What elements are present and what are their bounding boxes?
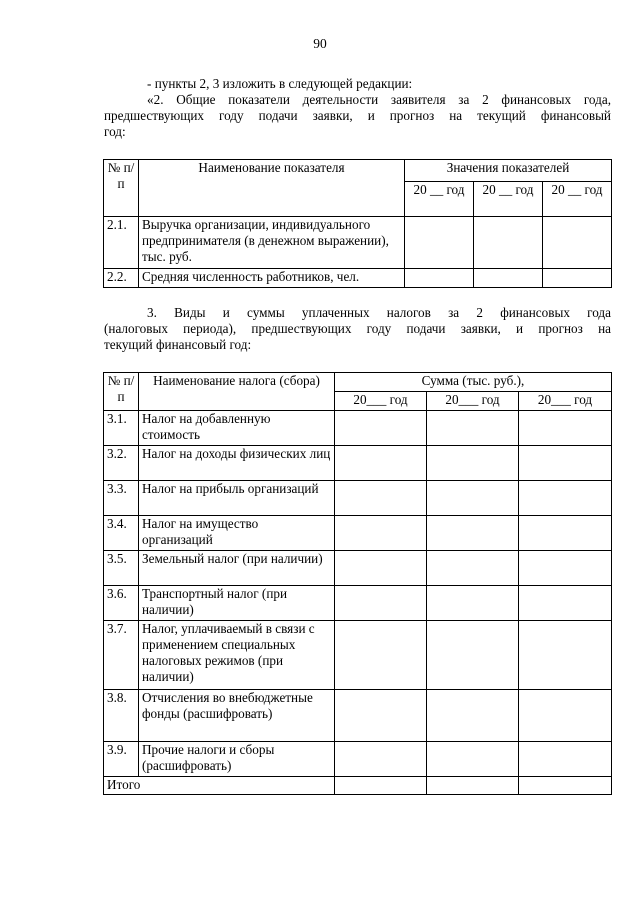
value-cell [335,621,427,690]
row-num: 3.1. [104,411,139,446]
row-num: 3.5. [104,551,139,586]
value-cell [427,446,519,481]
col-header-name: Наименование налога (сбора) [139,373,335,411]
intro-line: - пункты 2, 3 изложить в следующей редакции: [147,76,413,91]
row-name: Налог на прибыль организаций [139,481,335,516]
year-header: 20 __ год [474,182,543,217]
value-cell [335,777,427,795]
col-header-num: № п/п [104,160,139,217]
table-row [104,481,612,516]
row-num: 3.6. [104,586,139,621]
row-name: Прочие налоги и сборы (расшифровать) [139,742,335,777]
row-num: 3.2. [104,446,139,481]
value-cell [427,777,519,795]
value-cell [519,777,612,795]
table-row [104,690,612,742]
value-cell [519,551,612,586]
col-header-name: Наименование показателя [139,160,405,217]
row-name: Транспортный налог (при наличии) [139,586,335,621]
row-name: Средняя численность работников, чел. [139,269,405,288]
value-cell [519,690,612,742]
value-cell [427,551,519,586]
year-header: 20___ год [335,392,427,411]
value-cell [427,516,519,551]
table-row [104,516,612,551]
page-number: 90 [313,36,327,51]
value-cell [405,269,474,288]
value-cell [519,586,612,621]
value-cell [335,446,427,481]
value-cell [335,411,427,446]
value-cell [519,516,612,551]
table-row [104,269,612,288]
col-header-sum: Сумма (тыс. руб.), [335,373,612,392]
table-row [104,586,612,621]
row-num: 3.4. [104,516,139,551]
value-cell [519,742,612,777]
value-cell [405,217,474,269]
value-cell [519,411,612,446]
year-header: 20___ год [519,392,612,411]
value-cell [427,481,519,516]
indicators-table [103,159,612,288]
value-cell [335,481,427,516]
value-cell [474,217,543,269]
row-name: Выручка организации, индивидуального предпринимателя (в денежном выражении), тыс. руб. [139,217,405,269]
year-header: 20___ год [427,392,519,411]
col-header-values: Значения показателей [405,160,612,182]
section2-heading-line: «2. Общие показатели деятельности заявителя за 2 финансовых года, [147,92,611,107]
taxes-table [103,372,612,795]
table-row [104,446,612,481]
section3-heading-line: (налоговых периода), предшествующих году подачи заявки, и прогноз на [104,321,611,336]
table-row [104,621,612,690]
value-cell [474,269,543,288]
value-cell [335,690,427,742]
row-name: Налог на доходы физических лиц [139,446,335,481]
value-cell [519,446,612,481]
value-cell [335,586,427,621]
row-num: 3.9. [104,742,139,777]
row-num: 2.1. [104,217,139,269]
row-num: 3.3. [104,481,139,516]
table-row [104,742,612,777]
value-cell [427,621,519,690]
value-cell [543,269,612,288]
section2-heading-line: предшествующих году подачи заявки, и прогноз на текущий финансовый [104,108,611,123]
total-label: Итого [104,777,335,795]
value-cell [427,742,519,777]
row-num: 3.8. [104,690,139,742]
col-header-num: № п/п [104,373,139,411]
value-cell [427,411,519,446]
year-header: 20 __ год [543,182,612,217]
section2-heading-line: год: [104,124,126,139]
table-row [104,551,612,586]
value-cell [543,217,612,269]
value-cell [519,621,612,690]
section3-heading-line: 3. Виды и суммы уплаченных налогов за 2 финансовых года [147,305,611,320]
value-cell [427,690,519,742]
year-header: 20 __ год [405,182,474,217]
value-cell [335,742,427,777]
table-row [104,217,612,269]
row-name: Налог на добавленную стоимость [139,411,335,446]
row-name: Земельный налог (при наличии) [139,551,335,586]
value-cell [427,586,519,621]
value-cell [335,551,427,586]
value-cell [519,481,612,516]
table-row [104,411,612,446]
value-cell [335,516,427,551]
total-row [104,777,612,795]
section3-heading-line: текущий финансовый год: [104,337,252,352]
row-name: Налог на имущество организаций [139,516,335,551]
row-num: 2.2. [104,269,139,288]
row-name: Налог, уплачиваемый в связи с применением специальных налоговых режимов (при наличии) [139,621,335,690]
row-name: Отчисления во внебюджетные фонды (расшифровать) [139,690,335,742]
row-num: 3.7. [104,621,139,690]
